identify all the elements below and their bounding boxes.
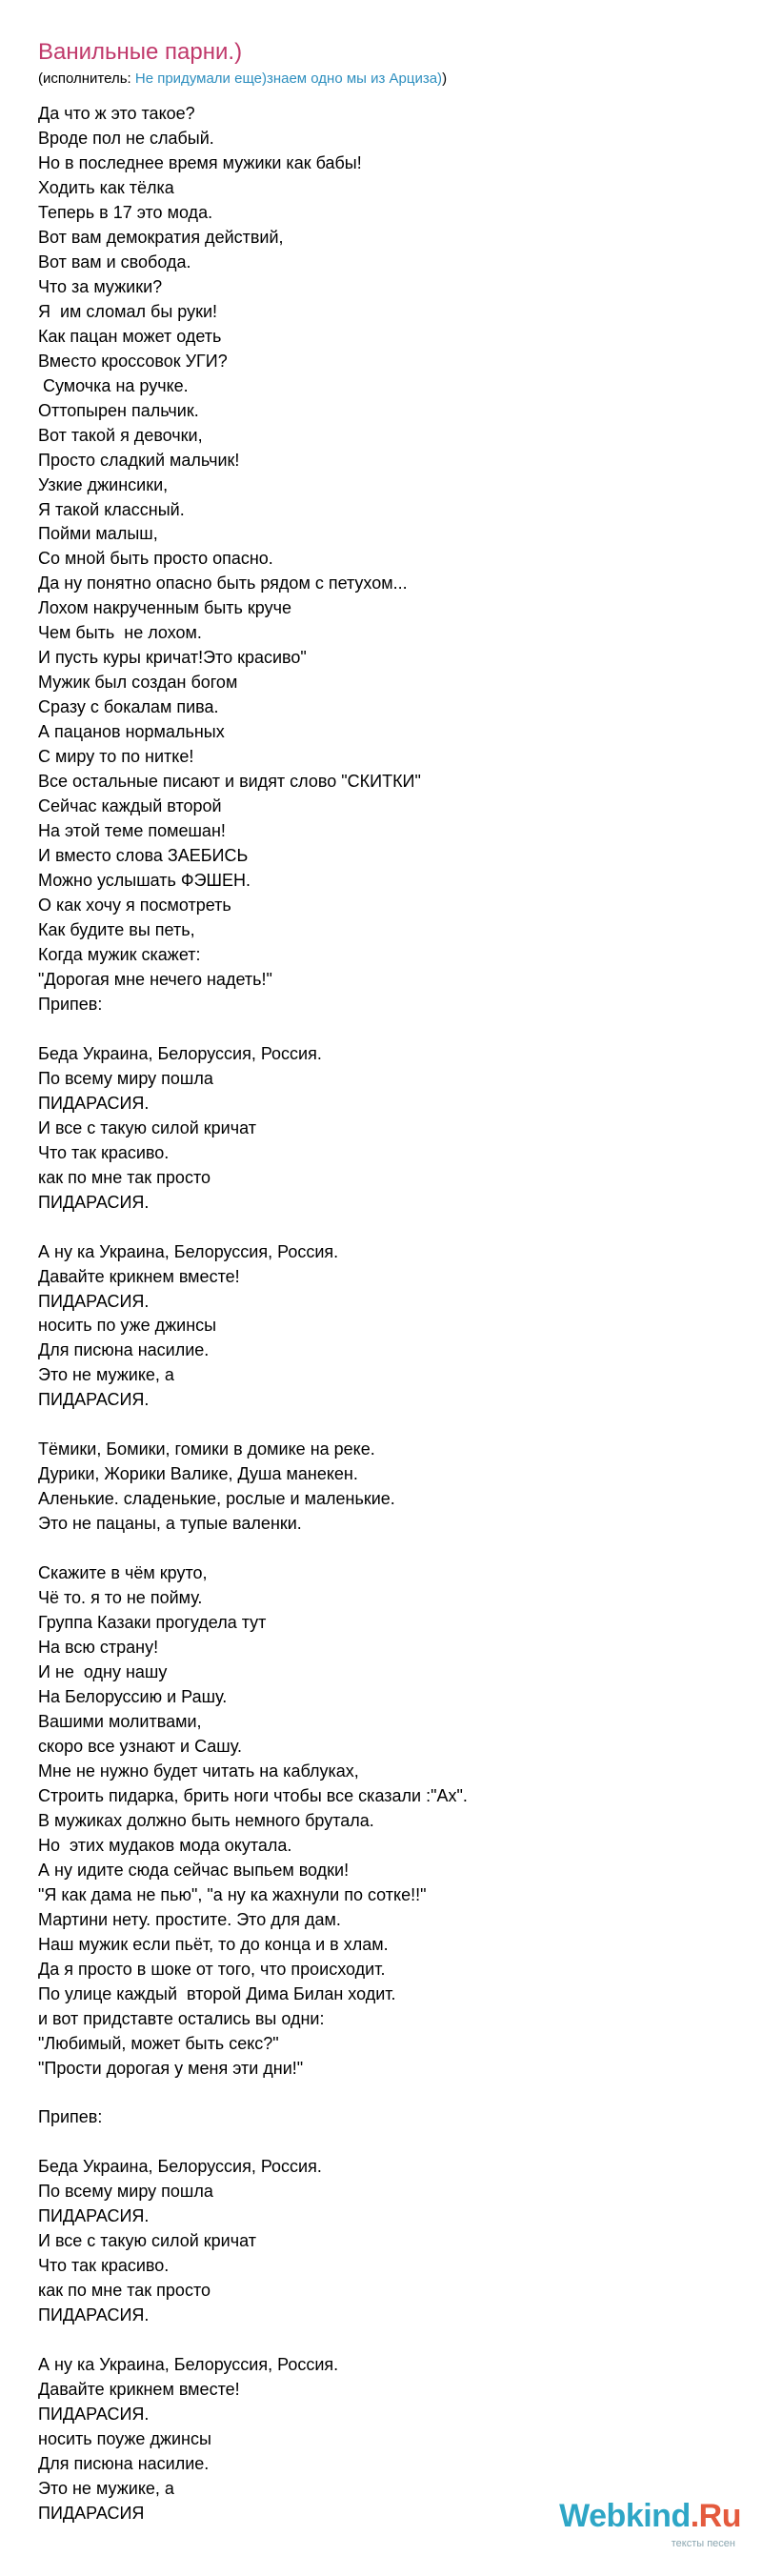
lyric-line: По улице каждый второй Дима Билан ходит.: [38, 1983, 396, 2003]
lyric-line: Аленькие. сладенькие, рослые и маленькие.: [38, 1489, 395, 1509]
lyric-line: Что за мужики?: [38, 276, 163, 296]
lyric-line: Строить пидарка, брить ноги чтобы все сказали :"Ах".: [38, 1785, 468, 1805]
lyric-line: Вроде пол не слабый.: [38, 128, 214, 148]
lyric-line: О как хочу я посмотреть: [38, 896, 231, 915]
lyric-line: И не одну нашу: [38, 1662, 168, 1682]
lyric-line: По всему миру пошла: [38, 1068, 213, 1088]
lyric-line: Что так красиво.: [38, 2256, 170, 2276]
lyric-line: Чё то. я то не пойму.: [38, 1588, 203, 1608]
lyric-line: Наш мужик если пьёт, то до конца и в хлам.: [38, 1934, 389, 1954]
lyric-line: и вот придставте остались вы одни:: [38, 2008, 325, 2028]
artist-prefix: (исполнитель:: [38, 70, 135, 87]
lyric-line: Это не пацаны, а тупые валенки.: [38, 1514, 302, 1534]
lyric-line: "Я как дама не пью", "а ну ка жахнули по сотке!!": [38, 1884, 427, 1904]
lyric-line: носить поуже джинсы: [38, 2429, 211, 2449]
lyric-line: Беда Украина, Белоруссия, Россия.: [38, 2157, 322, 2177]
lyric-line: Я такой классный.: [38, 499, 185, 519]
lyric-line: Вот такой я девочки,: [38, 425, 203, 445]
lyric-line: Пойми малыш,: [38, 524, 158, 544]
lyric-line: Мартини нету. простите. Это для дам.: [38, 1909, 341, 1929]
lyric-line: На этой теме помешан!: [38, 821, 226, 841]
lyric-line: И вместо слова ЗАЕБИСЬ: [38, 846, 249, 866]
lyric-line: Мне не нужно будет читать на каблуках,: [38, 1761, 359, 1781]
lyric-line: носить по уже джинсы: [38, 1316, 217, 1336]
lyric-line: Да что ж это такое?: [38, 104, 195, 123]
lyric-line: Лохом накрученным быть круче: [38, 598, 291, 618]
lyric-line: Когда мужик скажет:: [38, 944, 201, 964]
lyric-line: Припев:: [38, 994, 103, 1014]
song-title: Ванильные парни.): [38, 39, 243, 65]
lyric-line: Припев:: [38, 2107, 103, 2127]
lyric-line: А ну ка Украина, Белоруссия, Россия.: [38, 2355, 339, 2375]
lyric-line: Давайте крикнем вместе!: [38, 2380, 240, 2400]
lyric-line: [38, 2082, 724, 2106]
lyric-line: Но этих мудаков мода окутала.: [38, 1835, 292, 1855]
lyric-line: Вот вам и свобода.: [38, 252, 191, 272]
lyric-line: [38, 1017, 724, 1042]
lyric-line: Давайте крикнем вместе!: [38, 1266, 240, 1286]
logo-tld-text: .Ru: [690, 2498, 741, 2534]
lyric-line: Для писюна насилие.: [38, 1340, 210, 1360]
lyric-line: [38, 1216, 724, 1240]
lyric-line: Это не мужике, а: [38, 1365, 174, 1385]
lyric-line: По всему миру пошла: [38, 2182, 213, 2202]
artist-line: [38, 70, 724, 89]
lyric-line: Все остальные писают и видят слово "СКИТКИ": [38, 772, 421, 792]
lyric-line: "Дорогая мне нечего надеть!": [38, 969, 272, 989]
lyric-line: И пусть куры кричат!Это красиво": [38, 648, 307, 668]
lyric-line: [38, 2130, 724, 2155]
lyric-line: А ну ка Украина, Белоруссия, Россия.: [38, 1241, 339, 1261]
lyric-line: На Белоруссию и Рашу.: [38, 1687, 228, 1706]
lyric-line: ПИДАРАСИЯ.: [38, 1192, 150, 1212]
lyric-line: Сейчас каждый второй: [38, 796, 222, 816]
lyric-line: Это не мужике, а: [38, 2479, 174, 2498]
lyric-line: ПИДАРАСИЯ.: [38, 1291, 150, 1311]
lyric-line: Тёмики, Бомики, гомики в домике на реке.: [38, 1439, 375, 1459]
lyric-line: ПИДАРАСИЯ: [38, 2503, 145, 2523]
lyric-line: Вместо кроссовок УГИ?: [38, 351, 228, 371]
logo-main-text: Webkind: [559, 2498, 691, 2534]
lyric-line: Чем быть не лохом.: [38, 623, 202, 643]
lyric-line: как по мне так просто: [38, 2281, 211, 2301]
lyric-line: Вот вам демократия действий,: [38, 227, 284, 247]
lyric-line: Оттопырен пальчик.: [38, 400, 199, 420]
lyric-line: Группа Казаки прогудела тут: [38, 1613, 267, 1633]
lyric-line: Сразу с бокалам пива.: [38, 697, 219, 717]
lyric-line: Дурики, Жорики Валике, Душа манекен.: [38, 1464, 358, 1484]
artist-suffix: ): [442, 70, 448, 87]
lyric-line: [38, 1537, 724, 1561]
lyric-line: как по мне так просто: [38, 1167, 211, 1187]
lyric-line: Ходить как тёлка: [38, 177, 174, 197]
lyric-line: ПИДАРАСИЯ.: [38, 2405, 150, 2425]
lyric-line: И все с такую силой кричат: [38, 2231, 256, 2251]
lyric-line: ПИДАРАСИЯ.: [38, 1093, 150, 1113]
logo-wordmark: [559, 2498, 741, 2535]
lyric-line: Но в последнее время мужики как бабы!: [38, 152, 362, 172]
lyric-line: Узкие джинсики,: [38, 474, 169, 494]
lyric-line: Как пацан может одеть: [38, 326, 222, 346]
lyric-line: А пацанов нормальных: [38, 722, 225, 742]
lyric-line: Что так красиво.: [38, 1142, 170, 1162]
lyrics-block: [38, 102, 724, 2526]
lyric-line: Можно услышать ФЭШЕН.: [38, 871, 251, 891]
lyric-line: В мужиках должно быть немного брутала.: [38, 1810, 374, 1830]
lyric-line: На всю страну!: [38, 1638, 159, 1658]
lyric-line: Мужик был создан богом: [38, 673, 238, 693]
lyric-line: Да я просто в шоке от того, что происходит.: [38, 1959, 386, 1979]
lyric-line: ПИДАРАСИЯ.: [38, 2206, 150, 2226]
webkind-logo[interactable]: [551, 2498, 741, 2551]
artist-link[interactable]: Не придумали еще)знаем одно мы из Арциза): [134, 70, 443, 87]
lyric-line: Скажите в чём круто,: [38, 1563, 208, 1583]
lyric-line: [38, 1413, 724, 1438]
lyric-line: Я им сломал бы руки!: [38, 301, 218, 321]
lyric-line: Просто сладкий мальчик!: [38, 450, 240, 470]
lyric-line: [38, 2328, 724, 2353]
lyric-line: "Прости дорогая у меня эти дни!": [38, 2058, 304, 2078]
logo-tagline: тексты песен: [671, 2538, 735, 2549]
lyric-line: Да ну понятно опасно быть рядом с петухом...: [38, 574, 408, 594]
lyric-line: ПИДАРАСИЯ.: [38, 2305, 150, 2325]
lyric-line: "Любимый, может быть секс?": [38, 2033, 279, 2053]
lyric-line: Со мной быть просто опасно.: [38, 549, 273, 569]
lyric-line: Вашими молитвами,: [38, 1711, 202, 1731]
lyric-line: Сумочка на ручке.: [38, 375, 189, 395]
song-page: [38, 38, 724, 2526]
lyric-line: Беда Украина, Белоруссия, Россия.: [38, 1043, 322, 1063]
lyric-line: Для писюна насилие.: [38, 2454, 210, 2474]
lyric-line: А ну идите сюда сейчас выпьем водки!: [38, 1860, 350, 1880]
lyric-line: Как будите вы петь,: [38, 919, 195, 939]
lyric-line: скоро все узнают и Сашу.: [38, 1736, 242, 1756]
lyric-line: Теперь в 17 это мода.: [38, 202, 213, 222]
lyric-line: И все с такую силой кричат: [38, 1117, 256, 1137]
lyric-line: С миру то по нитке!: [38, 747, 194, 767]
lyric-line: ПИДАРАСИЯ.: [38, 1390, 150, 1410]
